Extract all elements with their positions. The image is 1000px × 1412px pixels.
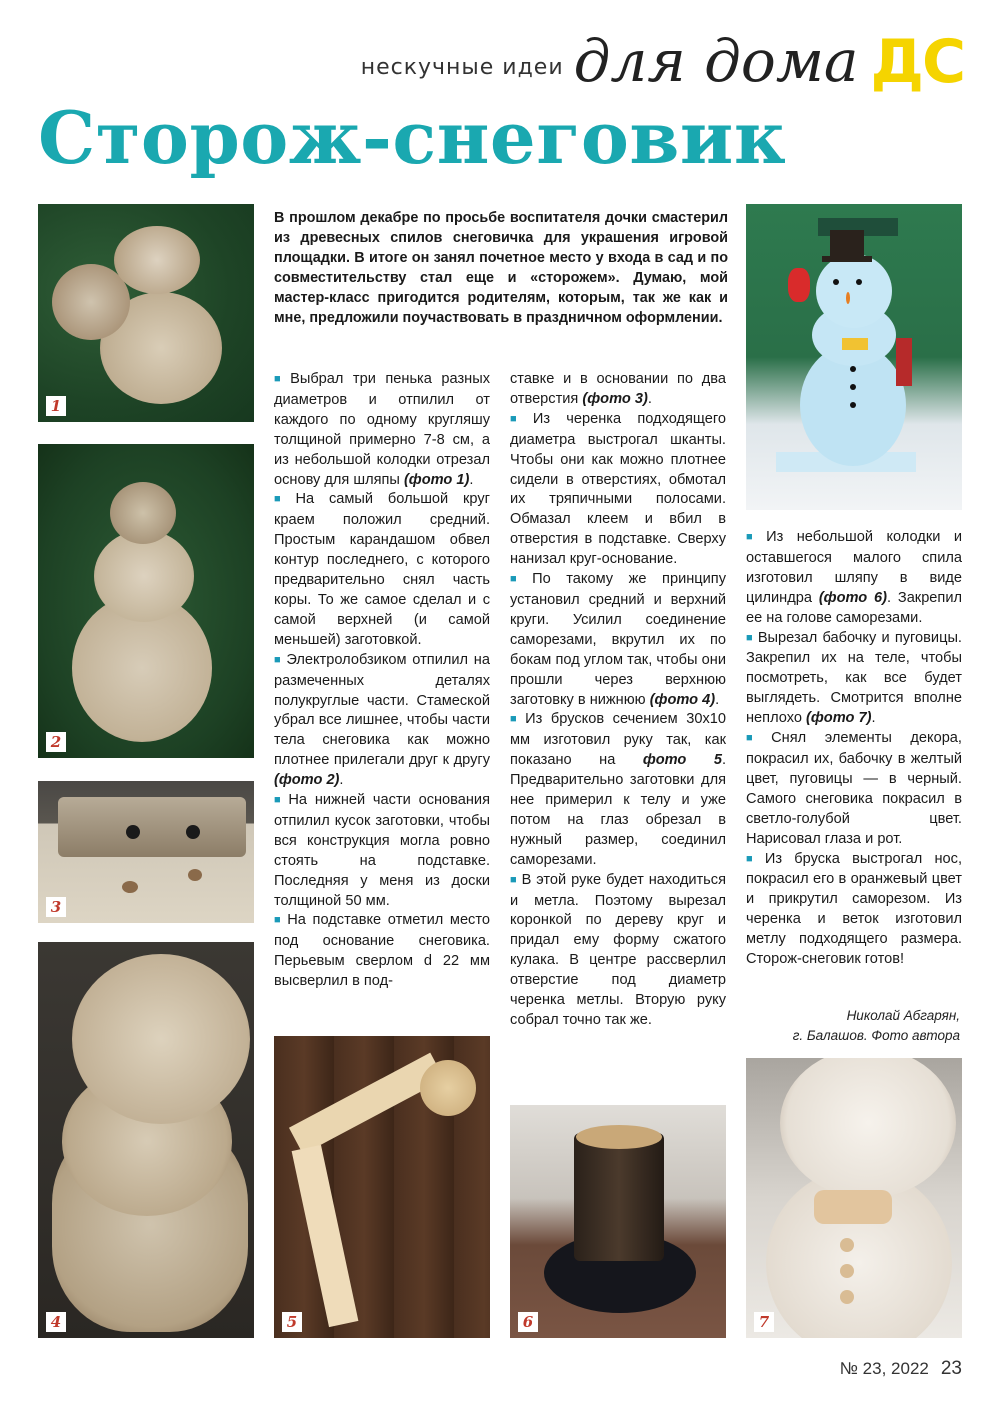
paragraph: ■ Выбрал три пенька разных диаметров и отпилил от каждого по одному кругляшу толщиной примерно 7-8 см, а из небольшой колодки отрезал основу для шляпы (фото 1).: [274, 371, 490, 488]
section-label-big: для дома: [573, 27, 859, 95]
paragraph: ■ Из брусков сечением 30х10 мм изготовил руку так, как показано на фото 5. Предварительно заготовки для нее примерил к телу и уже потом на глаз обрезал в нужный размер, соединил саморезами.: [510, 711, 726, 868]
bullet-icon: ■: [274, 373, 287, 385]
text-column-3: [746, 528, 962, 970]
bullet-icon: ■: [274, 794, 285, 807]
section-header: [361, 22, 964, 98]
paragraph: ■ Из небольшой колодки и оставшегося малого спила изготовил шляпу в виде цилиндра (фото 6). Закрепил ее на голове саморезами.: [746, 529, 962, 626]
photo-1: [38, 204, 254, 422]
paragraph: ■ На подставке отметил место под основание снеговика. Перьевым сверлом d 22 мм высверлил в под-: [274, 912, 490, 990]
bullet-icon: ■: [746, 531, 763, 543]
bullet-icon: ■: [274, 914, 284, 927]
photo-number: 6: [518, 1312, 538, 1332]
paragraph: ■ Вырезал бабочку и пуговицы. Закрепил их на теле, чтобы посмотреть, как все будет выглядеть. Смотрится вполне неплохо (фото 7).: [746, 629, 962, 727]
paragraph: ■ На самый большой круг краем положил средний. Простым карандашом обвел контур последнего, с которого предварительно снял часть коры. То же самое сделал и с самой верхней (и самой меньшей) заготовкой.: [274, 491, 490, 648]
page-number: 23: [940, 1358, 962, 1379]
photo-number: 3: [46, 897, 66, 917]
photo-3: [38, 781, 254, 923]
paragraph: ■ Из черенка подходящего диаметра выстрогал шканты. Чтобы они как можно плотнее сидели в отверстиях, обмотал их тряпичными полосами. Обмазал клеем и вбил в отверстия в подставке. Сверху нанизал круг-основание.: [510, 410, 726, 568]
paragraph: ■ В этой руке будет находиться и метла. Поэтому вырезал коронкой по дереву круг и придал ему форму сжатого кулака. В центре рассверлил отверстие под диаметр черенка метлы. Вторую руку собрал точно так же.: [510, 871, 726, 1028]
bullet-icon: ■: [510, 713, 522, 726]
section-label-small: нескучные идеи: [360, 55, 564, 80]
magazine-logo: ДС: [870, 27, 964, 97]
bullet-icon: ■: [746, 732, 768, 745]
photo-number: 4: [46, 1312, 66, 1332]
paragraph: ставке и в основании по два отверстия (фото 3).: [510, 371, 726, 407]
article-lead: В прошлом декабре по просьбе воспитателя дочки смастерил из древесных спилов снеговичка для украшения игровой площадки. В итоге он занял почетное место у входа в сад и по совместительству стал еще и «сторожем». Думаю, мой мастер-класс пригодится родителям, которым, так же как и мне, предложили поучаствовать в праздничном оформлении.: [274, 210, 728, 326]
photo-finished-snowman: [746, 204, 962, 510]
photo-number: 1: [46, 396, 66, 416]
bullet-icon: ■: [274, 493, 292, 506]
photo-5: [274, 1036, 490, 1338]
photo-number: 2: [46, 732, 66, 752]
photo-2: [38, 444, 254, 758]
bullet-icon: ■: [274, 653, 283, 666]
bullet-icon: ■: [746, 852, 761, 865]
paragraph: ■ По такому же принципу установил средний и верхний круги. Усилил соединение саморезами, вкрутил их по бокам под углом так, чтобы они прошли через верхнюю заготовку в нижнюю (фото 4).: [510, 571, 726, 708]
article-title: Сторож-снеговик: [38, 95, 787, 180]
photo-7: [746, 1058, 962, 1338]
paragraph: ■ Электролобзиком отпилил на размеченных деталях полукруглые части. Стамеской убрал все лишнее, чтобы части тела снеговика как можно плотнее прилегали друг к другу (фото 2).: [274, 651, 490, 789]
author-signature: [730, 1006, 960, 1046]
page-footer: [840, 1358, 962, 1380]
photo-number: 7: [754, 1312, 774, 1332]
bullet-icon: ■: [746, 631, 754, 644]
bullet-icon: ■: [510, 873, 518, 886]
paragraph: ■ Снял элементы декора, покрасил их, бабочку в желтый цвет, пуговицы — в черный. Самого снеговика покрасил в светло-голубой цвет. Нарисовал глаза и рот.: [746, 730, 962, 847]
text-column-2: [510, 370, 726, 1031]
author-name: Николай Абгарян,: [846, 1008, 960, 1023]
paragraph: ■ Из бруска выстрогал нос, покрасил его в оранжевый цвет и прикрутил саморезом. Из черенка и веток изготовил метлу подходящего размера. Сторож-снеговик готов!: [746, 850, 962, 968]
text-column-1: [274, 370, 490, 992]
author-location: г. Балашов. Фото автора: [792, 1028, 960, 1043]
bullet-icon: ■: [510, 573, 529, 586]
issue-number: № 23, 2022: [839, 1359, 929, 1378]
bullet-icon: ■: [510, 412, 529, 425]
photo-number: 5: [282, 1312, 302, 1332]
photo-6: [510, 1105, 726, 1338]
photo-4: [38, 942, 254, 1338]
paragraph: ■ На нижней части основания отпилил кусок заготовки, чтобы вся конструкция могла ровно стоять на подставке. Последняя у меня из доски толщиной 50 мм.: [274, 792, 490, 909]
